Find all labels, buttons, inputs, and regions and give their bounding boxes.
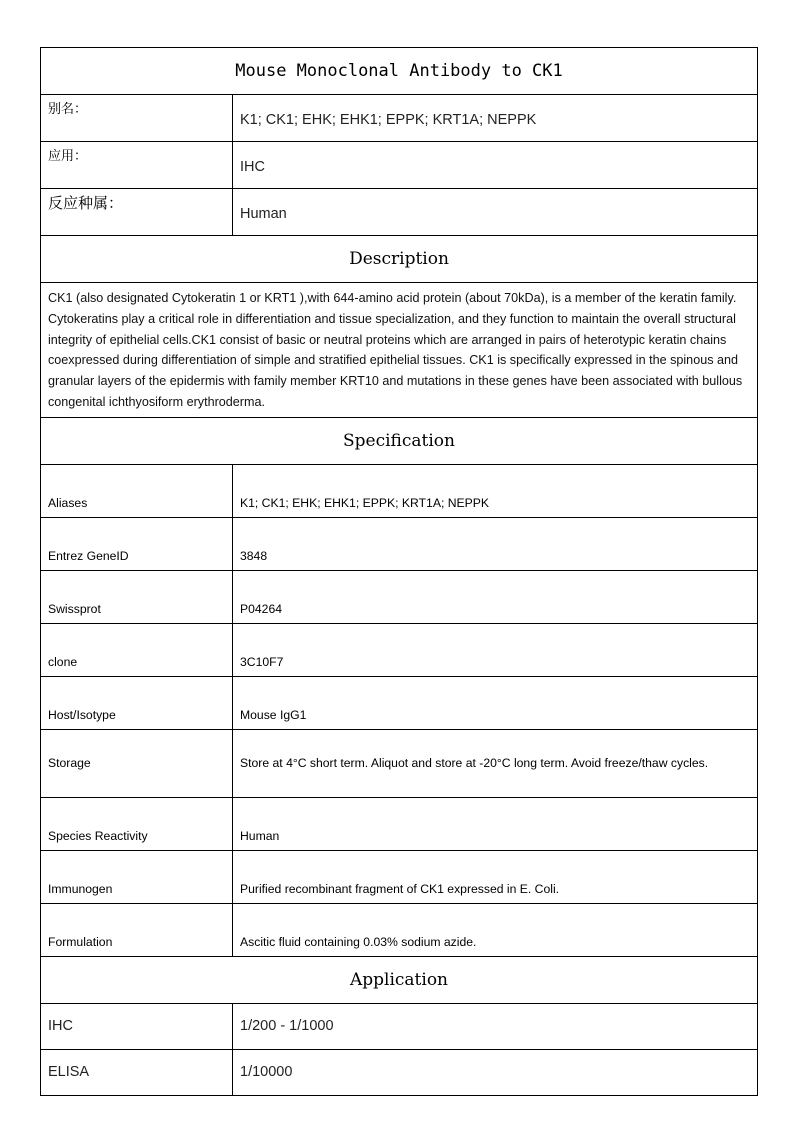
app-key-ihc: IHC [41,1003,233,1049]
spec-value-host: Mouse IgG1 [233,676,758,729]
spec-key-aliases: Aliases [41,464,233,517]
table-row [41,903,758,956]
info-label-application: 应用： [41,142,233,189]
datasheet [40,47,757,1096]
spec-value-formulation: Ascitic fluid containing 0.03% sodium azide. [233,903,758,956]
spec-value-aliases: K1; CK1; EHK; EHK1; EPPK; KRT1A; NEPPK [233,464,758,517]
title-row [41,48,758,95]
spec-key-clone: clone [41,623,233,676]
info-value-alias: K1; CK1; EHK; EHK1; EPPK; KRT1A; NEPPK [233,95,758,142]
application-heading-row [41,956,758,1003]
table-row [41,570,758,623]
table-row [41,1049,758,1095]
spec-key-immunogen: Immunogen [41,850,233,903]
spec-value-storage: Store at 4°C short term. Aliquot and store at -20°C long term. Avoid freeze/thaw cycles. [233,729,758,797]
spec-value-immunogen: Purified recombinant fragment of CK1 expressed in E. Coli. [233,850,758,903]
spec-key-species: Species Reactivity [41,797,233,850]
table-row [41,623,758,676]
description-text: CK1 (also designated Cytokeratin 1 or KRT1 ),with 644-amino acid protein (about 70kDa), is a member of the keratin family. Cytokeratins play a critical role in differentiation and tissue specialization, and they function to maintain the overall structural integrity of epithelial cells.CK1 consist of basic or neutral proteins which are arranged in pairs of heterotypic keratin chains coexpressed during differentiation of simple and stratified epithelial tissues. CK1 is specifically expressed in the spinous and granular layers of the epidermis with family member KRT10 and mutations in these genes have been associated with bullous congenital ichthyosiform erythroderma. [41,283,758,418]
table-row [41,729,758,797]
info-label-reactivity: 反应种属： [41,189,233,236]
app-key-elisa: ELISA [41,1049,233,1095]
spec-key-formulation: Formulation [41,903,233,956]
spec-key-host: Host/Isotype [41,676,233,729]
table-row [41,797,758,850]
table-row [41,517,758,570]
spec-value-entrez: 3848 [233,517,758,570]
page-title: Mouse Monoclonal Antibody to CK1 [41,48,758,95]
table-row [41,850,758,903]
spec-key-entrez: Entrez GeneID [41,517,233,570]
description-row [41,283,758,418]
info-value-application: IHC [233,142,758,189]
app-value-elisa: 1/10000 [233,1049,758,1095]
specification-heading-row [41,417,758,464]
info-row-application [41,142,758,189]
spec-key-storage: Storage [41,729,233,797]
info-row-reactivity [41,189,758,236]
table-row [41,464,758,517]
spec-value-swissprot: P04264 [233,570,758,623]
table-row [41,1003,758,1049]
description-heading-row [41,236,758,283]
datasheet-table [40,47,758,1096]
table-row [41,676,758,729]
info-row-alias [41,95,758,142]
specification-heading: Specification [41,417,758,464]
spec-value-clone: 3C10F7 [233,623,758,676]
info-label-alias: 别名： [41,95,233,142]
app-value-ihc: 1/200 - 1/1000 [233,1003,758,1049]
description-heading: Description [41,236,758,283]
application-heading: Application [41,956,758,1003]
info-value-reactivity: Human [233,189,758,236]
spec-value-species: Human [233,797,758,850]
spec-key-swissprot: Swissprot [41,570,233,623]
